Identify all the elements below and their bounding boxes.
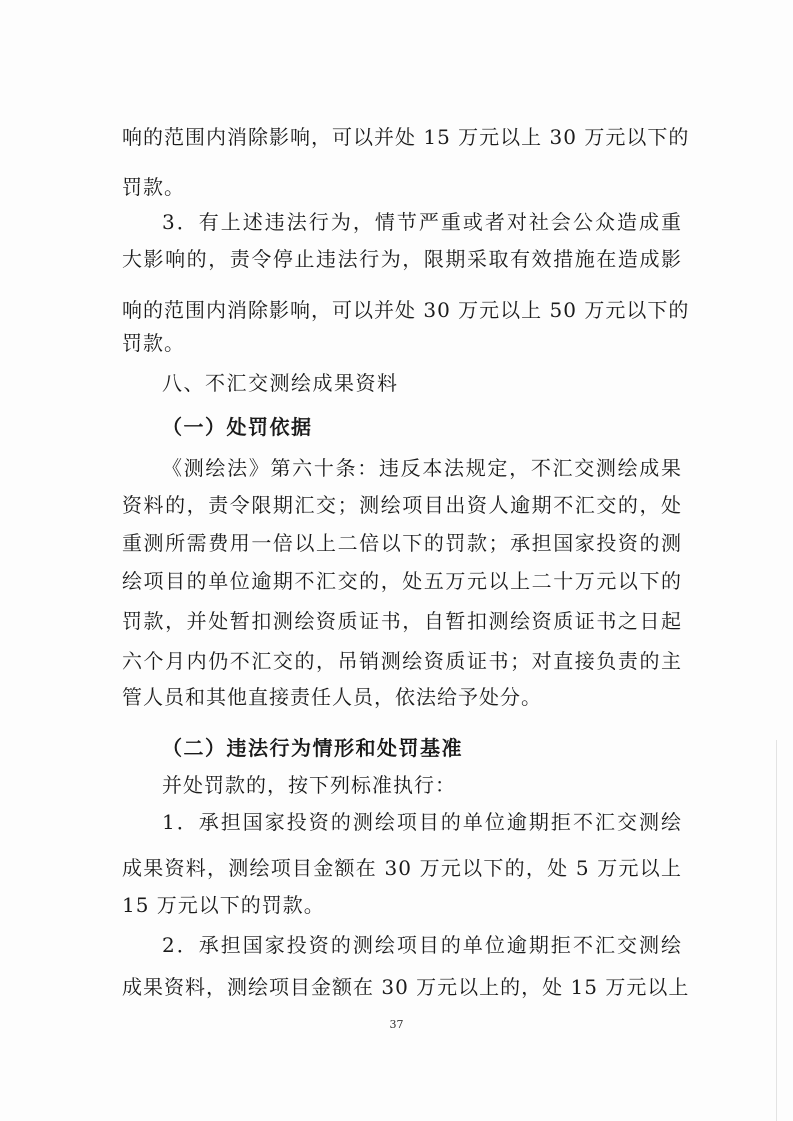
text-line: 罚款，并处暂扣测绘资质证书，自暂扣测绘资质证书之日起 xyxy=(122,609,682,633)
text-line: 成果资料，测绘项目金额在 30 万元以下的，处 5 万元以上 xyxy=(122,856,682,880)
section-heading: 八、不汇交测绘成果资料 xyxy=(162,371,399,395)
text-line: 资料的，责令限期汇交；测绘项目出资人逾期不汇交的，处 xyxy=(122,493,682,517)
subsection-heading: （二）违法行为情形和处罚基准 xyxy=(162,736,463,760)
text-line: 大影响的，责令停止违法行为，限期采取有效措施在造成影 xyxy=(122,247,682,271)
text-line: 响的范围内消除影响，可以并处 15 万元以上 30 万元以下的 xyxy=(122,125,690,149)
text-line: 罚款。 xyxy=(122,175,185,199)
text-line: 绘项目的单位逾期不汇交的，处五万元以上二十万元以下的 xyxy=(122,569,682,593)
text-line: 并处罚款的，按下列标准执行： xyxy=(162,773,456,797)
list-item-1-line: 1．承担国家投资的测绘项目的单位逾期拒不汇交测绘 xyxy=(162,810,682,834)
list-item-2-line: 2．承担国家投资的测绘项目的单位逾期拒不汇交测绘 xyxy=(162,933,682,957)
scan-edge-divider xyxy=(776,740,777,1121)
text-line: 罚款。 xyxy=(122,331,185,355)
text-line: 重测所需费用一倍以上二倍以下的罚款；承担国家投资的测 xyxy=(122,531,682,555)
text-line: 成果资料，测绘项目金额在 30 万元以上的，处 15 万元以上 xyxy=(122,975,690,999)
text-line: 六个月内仍不汇交的，吊销测绘资质证书；对直接负责的主 xyxy=(122,649,682,673)
list-item-3-line: 3．有上述违法行为，情节严重或者对社会公众造成重 xyxy=(162,210,682,234)
page-number: 37 xyxy=(389,1018,404,1031)
text-line: 管人员和其他直接责任人员，依法给予处分。 xyxy=(122,685,542,709)
subsection-heading: （一）处罚依据 xyxy=(162,415,313,439)
text-line: 响的范围内消除影响，可以并处 30 万元以上 50 万元以下的 xyxy=(122,298,690,322)
text-line: 《测绘法》第六十条：违反本法规定，不汇交测绘成果 xyxy=(162,456,682,480)
text-line: 15 万元以下的罚款。 xyxy=(122,893,325,917)
